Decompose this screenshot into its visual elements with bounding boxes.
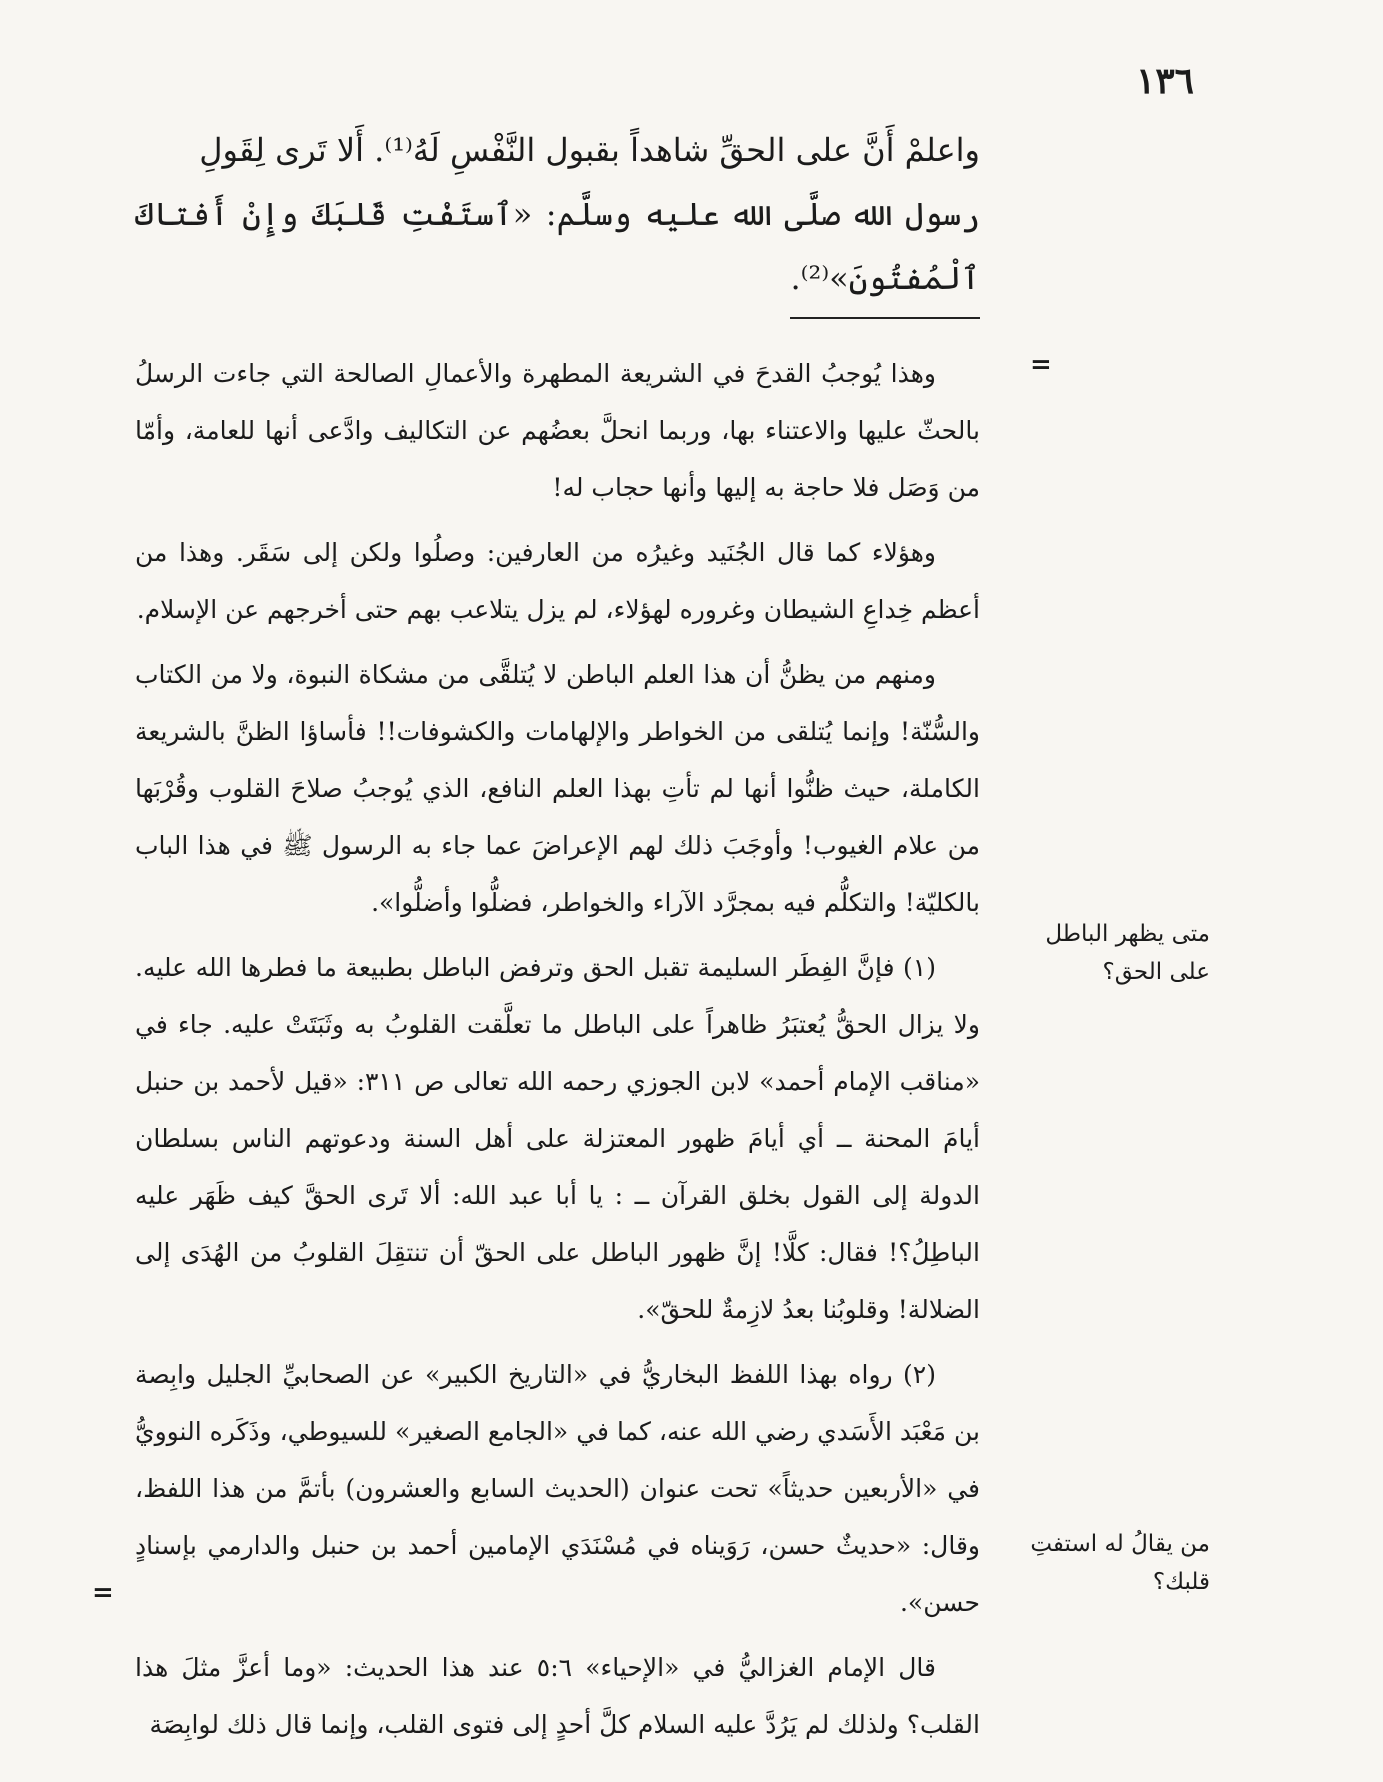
footnote-paragraph-6: قال الإمام الغزاليُّ في «الإحياء» ٥:٦ عند هذا الحديث: «وما أعزَّ مثلَ هذا القلب؟ ولذلك لم يَرُدَّ عليه السلام كلَّ أحدٍ إلى فتوى القلب، وإنما قال ذلك لوابِصَة: [135, 1653, 980, 1739]
continuation-mark-bottom: =: [92, 1578, 114, 1608]
main-text-line-2: رسول الله صلَّى الله عليه وسلَّم: «ٱستَفْتِ قَلبَكَ وإِنْ أَفتاكَ ٱلْمُفتُونَ»⁽²⁾.: [135, 195, 980, 297]
main-text-line-1: واعلمْ أَنَّ على الحقِّ شاهداً بقبول النَّفْسِ لَهُ⁽¹⁾. أَلا تَرى لِقَولِ: [199, 131, 980, 169]
footnote-paragraph-2: وهؤلاء كما قال الجُنَيد وغيرُه من العارفين: وصلُوا ولكن إلى سَقَر. وهذا من أعظم خِداعِ الشيطان وغروره لهؤلاء، لم يزل يتلاعب بهم حتى أخرجهم عن الإسلام.: [135, 538, 980, 624]
margin-note-2: من يقالُ له استفتِ قلبك؟: [1030, 1531, 1210, 1595]
footnote-paragraph-3: ومنهم من يظنُّ أن هذا العلم الباطن لا يُتلقَّى من مشكاة النبوة، ولا من الكتاب والسُّنّة! وإنما يُتلقى من الخواطر والإلهامات والكشوفات!! فأساؤا الظنَّ بالشريعة الكاملة، حيث ظنُّوا أنها لم تأتِ بهذا العلم النافع، الذي يُوجبُ صلاحَ القلوب وقُرْبَها من علام الغيوب! وأوجَبَ ذلك لهم الإعراضَ عما جاء به الرسول ﷺ في هذا الباب بالكليّة! والتكلُّم فيه بمجرَّد الآراء والخواطر، فضلُّوا وأضلُّوا».: [135, 660, 980, 917]
continuation-mark-top: =: [1030, 350, 1052, 380]
footnote-separator: [790, 317, 980, 319]
main-text: [135, 118, 980, 310]
page-number: ١٣٦: [1135, 60, 1194, 102]
margin-note-1: متى يظهر الباطل على الحق؟: [1045, 921, 1210, 985]
footnotes: [135, 345, 980, 1761]
footnote-paragraph-1: وهذا يُوجبُ القدحَ في الشريعة المطهرة والأعمالِ الصالحة التي جاءت الرسلُ بالحثّ عليها والاعتناء بها، وربما انحلَّ بعضُهم عن التكاليف وادَّعى أنها للعامة، وأمّا من وَصَل فلا حاجة به إليها وأنها حجاب له!: [135, 359, 980, 502]
footnote-1: (١) فإنَّ الفِطَر السليمة تقبل الحق وترفض الباطل بطبيعة ما فطرها الله عليه. ولا يزال الحقُّ يُعتبَرُ ظاهراً على الباطل ما تعلَّقت القلوبُ به وثَبَتَتْ عليه. جاء في «مناقب الإمام أحمد» لابن الجوزي رحمه الله تعالى ص ٣١١: «قيل لأحمد بن حنبل أيامَ المحنة ــ أي أيامَ ظهور المعتزلة على أهل السنة ودعوتهم الناس بسلطان الدولة إلى القول بخلق القرآن ــ : يا أبا عبد الله: ألا تَرى الحقَّ كيف ظَهَر عليه الباطِلُ؟! فقال: كلَّا! إنَّ ظهور الباطل على الحقّ أن تنتقِلَ القلوبُ من الهُدَى إلى الضلالة! وقلوبُنا بعدُ لازِمةٌ للحقّ».: [135, 953, 981, 1324]
footnote-2: (٢) رواه بهذا اللفظ البخاريُّ في «التاريخ الكبير» عن الصحابيِّ الجليل وابِصة بن مَعْبَد الأَسَدي رضي الله عنه، كما في «الجامع الصغير» للسيوطي، وذَكَره النوويُّ في «الأربعين حديثاً» تحت عنوان (الحديث السابع والعشرون) بأتمَّ من هذا اللفظ، وقال: «حديثٌ حسن، رَوَيناه في مُسْنَدَي الإمامين أحمد بن حنبل والدارمي بإسنادٍ حسن».: [135, 1360, 980, 1617]
